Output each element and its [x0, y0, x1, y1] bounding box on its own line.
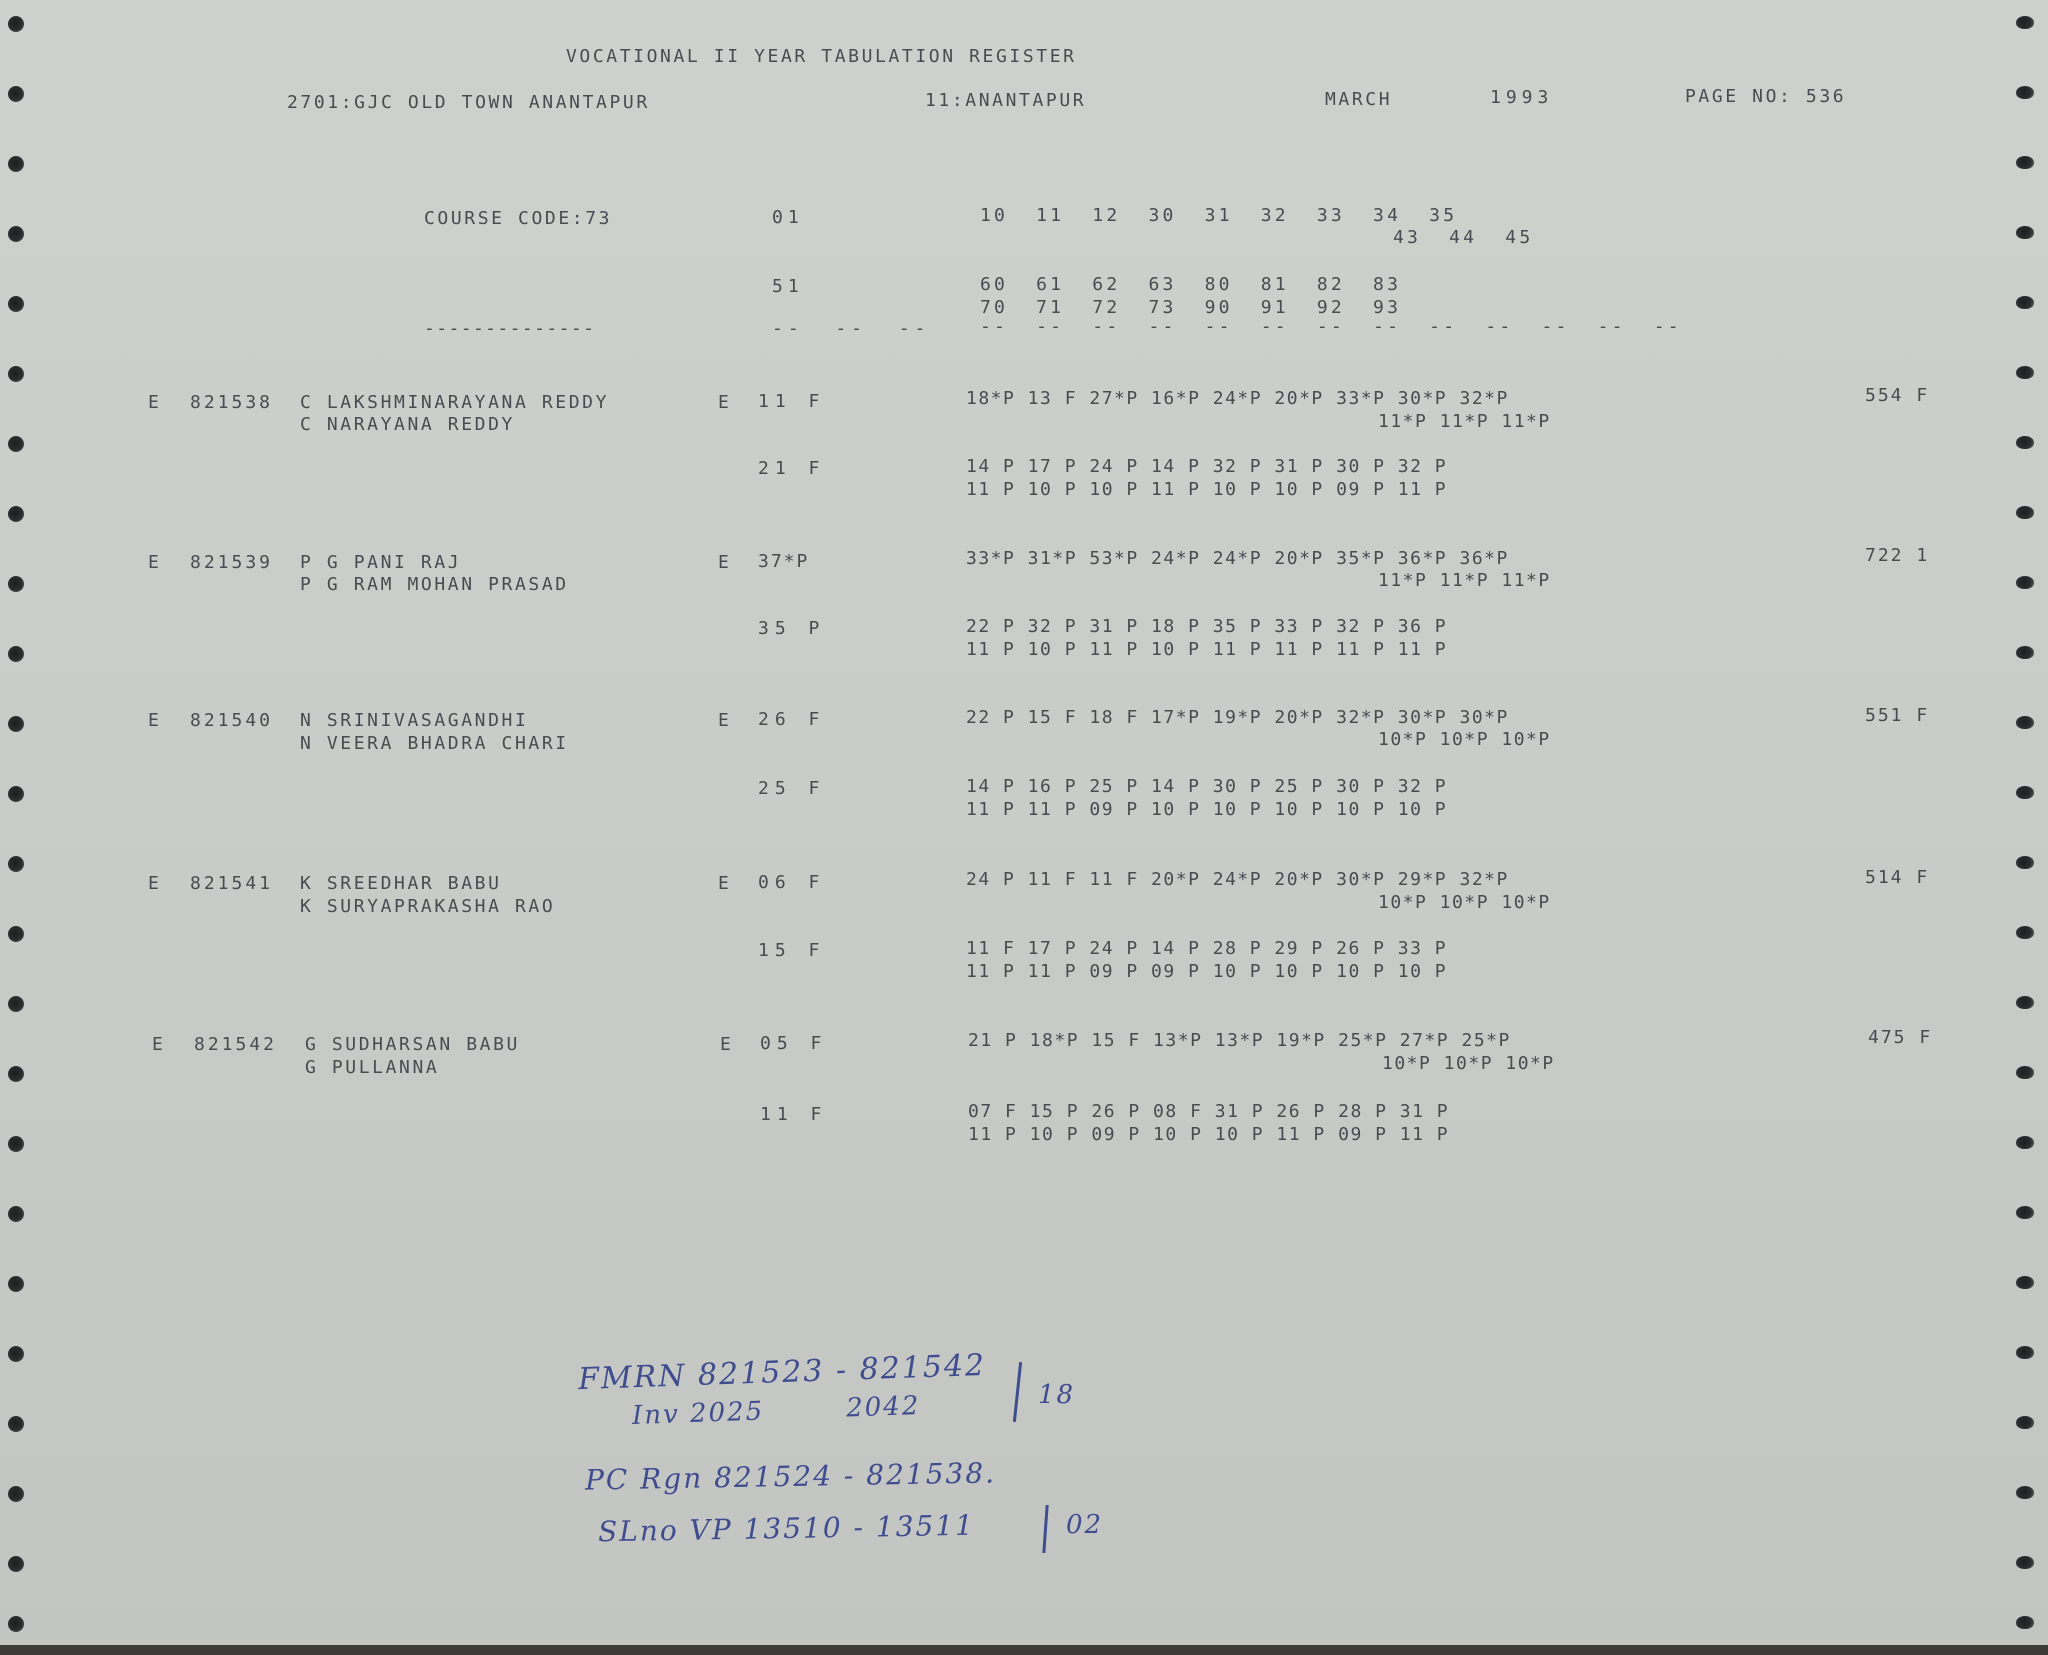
- register-title: VOCATIONAL II YEAR TABULATION REGISTER: [566, 46, 1077, 67]
- feed-hole: [2016, 86, 2034, 99]
- marks-row-1b: 10*P 10*P 10*P: [1378, 892, 1551, 913]
- feed-hole: [2016, 646, 2034, 659]
- feed-hole: [2016, 16, 2034, 29]
- marks-row-2b: 11 P 11 P 09 P 09 P 10 P 10 P 10 P 10 P: [966, 961, 1448, 982]
- handwritten-line-1: FMRN 821523 - 821542: [577, 1347, 987, 1398]
- college-name: 2701:GJC OLD TOWN ANANTAPUR: [287, 92, 650, 113]
- rule-left: --------------: [424, 318, 596, 339]
- feed-hole: [8, 926, 24, 942]
- page-number: PAGE NO: 536: [1685, 86, 1847, 107]
- feed-hole: [8, 16, 24, 32]
- feed-hole: [8, 226, 24, 242]
- feed-hole: [8, 506, 24, 522]
- section-code: E: [718, 552, 732, 573]
- feed-hole: [2016, 506, 2034, 519]
- feed-hole: [2016, 996, 2034, 1009]
- marks-row-1b: 10*P 10*P 10*P: [1378, 729, 1551, 750]
- feed-hole: [2016, 366, 2034, 379]
- exam-month: MARCH: [1325, 89, 1393, 110]
- feed-hole: [8, 1616, 24, 1632]
- total-result: 722 1: [1865, 545, 1930, 566]
- feed-hole: [2016, 156, 2034, 169]
- father-name: P G RAM MOHAN PRASAD: [300, 574, 569, 595]
- father-name: N VEERA BHADRA CHARI: [300, 733, 569, 754]
- feed-hole: [2016, 1346, 2034, 1359]
- total-result: 551 F: [1865, 705, 1930, 726]
- feed-hole: [2016, 226, 2034, 239]
- roll-number: 821538: [190, 392, 274, 413]
- language-2-marks: 21 F: [758, 458, 826, 479]
- roll-number: 821539: [190, 552, 274, 573]
- marks-row-1: 24 P 11 F 11 F 20*P 24*P 20*P 30*P 29*P 32*P: [966, 869, 1509, 890]
- stream-code: E: [152, 1034, 166, 1055]
- feed-hole: [8, 996, 24, 1012]
- roll-number: 821541: [190, 873, 274, 894]
- handwritten-count-1: 18: [1038, 1380, 1076, 1410]
- handwritten-line-4: SLno VP 13510 - 13511: [597, 1508, 976, 1549]
- exam-year: 1993: [1490, 87, 1554, 108]
- feed-hole: [2016, 1616, 2034, 1629]
- student-name: G SUDHARSAN BABU: [305, 1034, 520, 1055]
- feed-hole: [2016, 786, 2034, 799]
- roll-number: 821540: [190, 710, 274, 731]
- marks-row-2: 11 F 17 P 24 P 14 P 28 P 29 P 26 P 33 P: [966, 938, 1448, 959]
- marks-row-1: 33*P 31*P 53*P 24*P 24*P 20*P 35*P 36*P 36*P: [966, 548, 1509, 569]
- feed-hole: [8, 856, 24, 872]
- handwritten-line-2: Inv 2025 2042: [631, 1390, 921, 1432]
- feed-hole: [2016, 1136, 2034, 1149]
- section-code: E: [720, 1034, 734, 1055]
- feed-hole: [8, 576, 24, 592]
- language-2-marks: 15 F: [758, 940, 826, 961]
- feed-hole: [8, 1416, 24, 1432]
- language-1-marks: 37*P: [758, 551, 810, 572]
- marks-row-2b: 11 P 10 P 11 P 10 P 11 P 11 P 11 P 11 P: [966, 639, 1448, 660]
- marks-row-1: 21 P 18*P 15 F 13*P 13*P 19*P 25*P 27*P 25*P: [968, 1030, 1511, 1051]
- feed-hole: [2016, 1276, 2034, 1289]
- feed-hole: [2016, 436, 2034, 449]
- total-result: 475 F: [1868, 1027, 1933, 1048]
- feed-hole: [8, 296, 24, 312]
- district-name: 11:ANANTAPUR: [925, 90, 1087, 111]
- feed-hole: [8, 786, 24, 802]
- feed-hole: [8, 1486, 24, 1502]
- total-result: 554 F: [1865, 385, 1930, 406]
- father-name: K SURYAPRAKASHA RAO: [300, 896, 556, 917]
- marks-row-2: 14 P 16 P 25 P 14 P 30 P 25 P 30 P 32 P: [966, 776, 1448, 797]
- marks-row-2b: 11 P 10 P 09 P 10 P 10 P 11 P 09 P 11 P: [968, 1124, 1450, 1145]
- language-1-marks: 06 F: [758, 872, 826, 893]
- marks-row-1b: 11*P 11*P 11*P: [1378, 411, 1551, 432]
- feed-hole: [8, 1066, 24, 1082]
- language-1-marks: 26 F: [758, 709, 826, 730]
- section-code: E: [718, 873, 732, 894]
- marks-row-1b: 11*P 11*P 11*P: [1378, 570, 1551, 591]
- paper-code-51: 51: [772, 276, 804, 297]
- stream-code: E: [148, 392, 162, 413]
- feed-hole: [8, 156, 24, 172]
- subject-codes-row1: 10 11 12 30 31 32 33 34 35: [980, 205, 1458, 226]
- course-code: COURSE CODE:73: [424, 208, 613, 229]
- student-name: N SRINIVASAGANDHI: [300, 710, 529, 731]
- language-1-marks: 05 F: [760, 1033, 828, 1054]
- father-name: G PULLANNA: [305, 1057, 440, 1078]
- feed-hole: [8, 1136, 24, 1152]
- student-name: P G PANI RAJ: [300, 552, 462, 573]
- student-name: K SREEDHAR BABU: [300, 873, 502, 894]
- feed-hole: [8, 1556, 24, 1572]
- stream-code: E: [148, 552, 162, 573]
- subject-codes-row1b: 43 44 45: [1393, 227, 1534, 248]
- total-result: 514 F: [1865, 867, 1930, 888]
- feed-hole: [8, 366, 24, 382]
- language-2-marks: 25 F: [758, 778, 826, 799]
- feed-hole: [8, 1346, 24, 1362]
- feed-hole: [2016, 716, 2034, 729]
- handwritten-divider: [1042, 1505, 1048, 1553]
- father-name: C NARAYANA REDDY: [300, 414, 515, 435]
- paper-code-01: 01: [772, 207, 804, 228]
- section-code: E: [718, 710, 732, 731]
- student-name: C LAKSHMINARAYANA REDDY: [300, 392, 610, 413]
- stream-code: E: [148, 873, 162, 894]
- rule-right: -- -- -- -- -- -- -- -- -- -- -- -- --: [980, 316, 1682, 337]
- marks-row-1: 22 P 15 F 18 F 17*P 19*P 20*P 32*P 30*P 30*P: [966, 707, 1509, 728]
- handwritten-line-3: PC Rgn 821524 - 821538.: [584, 1456, 997, 1497]
- feed-hole: [2016, 576, 2034, 589]
- feed-hole: [8, 86, 24, 102]
- feed-hole: [2016, 1206, 2034, 1219]
- feed-hole: [8, 716, 24, 732]
- handwritten-divider: [1013, 1362, 1022, 1422]
- marks-row-2b: 11 P 11 P 09 P 10 P 10 P 10 P 10 P 10 P: [966, 799, 1448, 820]
- feed-hole: [8, 1276, 24, 1292]
- feed-hole: [2016, 1486, 2034, 1499]
- stream-code: E: [148, 710, 162, 731]
- roll-number: 821542: [194, 1034, 278, 1055]
- feed-hole: [8, 1206, 24, 1222]
- feed-hole: [2016, 856, 2034, 869]
- section-code: E: [718, 392, 732, 413]
- subject-codes-row2b: 70 71 72 73 90 91 92 93: [980, 297, 1402, 318]
- marks-row-2: 14 P 17 P 24 P 14 P 32 P 31 P 30 P 32 P: [966, 456, 1448, 477]
- marks-row-1b: 10*P 10*P 10*P: [1382, 1053, 1555, 1074]
- feed-hole: [2016, 1416, 2034, 1429]
- language-2-marks: 11 F: [760, 1104, 828, 1125]
- marks-row-1: 18*P 13 F 27*P 16*P 24*P 20*P 33*P 30*P 32*P: [966, 388, 1509, 409]
- feed-hole: [2016, 1066, 2034, 1079]
- feed-hole: [2016, 926, 2034, 939]
- marks-row-2b: 11 P 10 P 10 P 11 P 10 P 10 P 09 P 11 P: [966, 479, 1448, 500]
- handwritten-count-2: 02: [1066, 1510, 1104, 1540]
- feed-hole: [2016, 296, 2034, 309]
- language-2-marks: 35 P: [758, 618, 826, 639]
- marks-row-2: 07 F 15 P 26 P 08 F 31 P 26 P 28 P 31 P: [968, 1101, 1450, 1122]
- marks-row-2: 22 P 32 P 31 P 18 P 35 P 33 P 32 P 36 P: [966, 616, 1448, 637]
- subject-codes-row2: 60 61 62 63 80 81 82 83: [980, 274, 1402, 295]
- feed-hole: [8, 646, 24, 662]
- feed-hole: [2016, 1556, 2034, 1569]
- feed-hole: [8, 436, 24, 452]
- rule-mid: -- -- --: [772, 318, 931, 339]
- language-1-marks: 11 F: [758, 391, 826, 412]
- paper-bottom-edge: [0, 1645, 2048, 1655]
